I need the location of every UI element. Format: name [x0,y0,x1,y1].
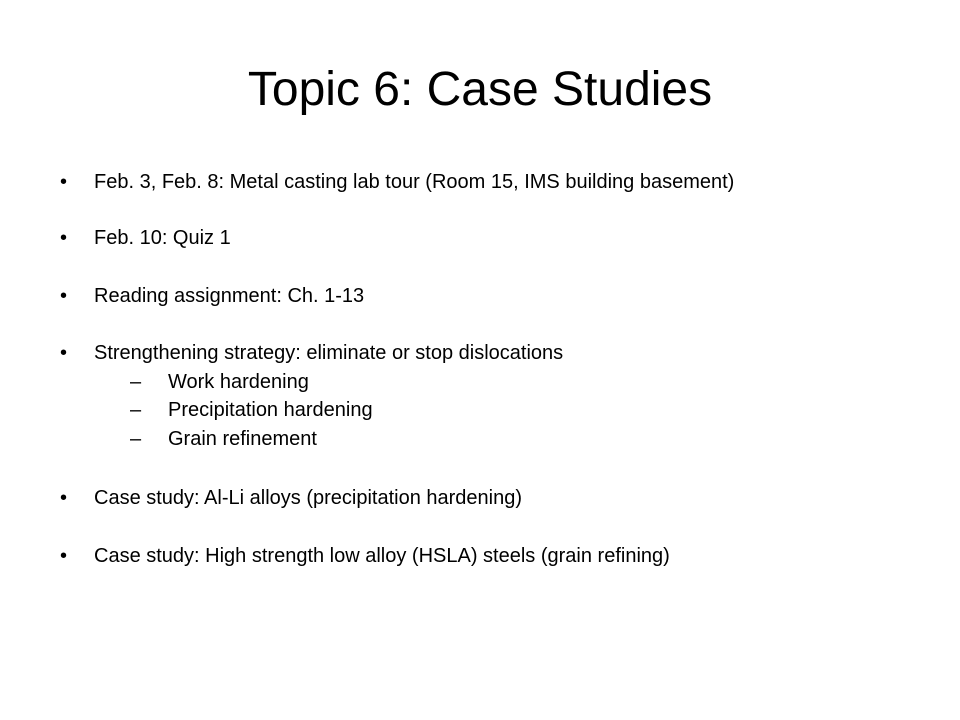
list-item-text: Feb. 10: Quiz 1 [94,227,231,249]
bullet-icon: • [60,285,68,307]
list-item-text: Case study: High strength low alloy (HSLA) steels (grain refining) [94,545,670,567]
dash-icon: – [130,428,142,450]
sub-item-text: Grain refinement [168,428,317,450]
dash-icon: – [130,399,142,421]
bullet-icon: • [60,227,68,249]
dash-icon: – [130,371,142,393]
list-item-text: Strengthening strategy: eliminate or stop dislocations [94,342,564,364]
list-item-text: Case study: Al-Li alloys (precipitation hardening) [94,487,522,509]
bullet-list [60,0,940,720]
list-item-text: Feb. 3, Feb. 8: Metal casting lab tour (Room 15, IMS building basement) [94,171,735,193]
sub-item-text: Precipitation hardening [168,399,373,421]
bullet-icon: • [60,545,68,567]
bullet-icon: • [60,171,68,193]
bullet-icon: • [60,342,68,364]
slide-title: Topic 6: Case Studies [247,63,713,116]
bullet-icon: • [60,487,68,509]
sub-item-text: Work hardening [168,371,309,393]
list-item-text: Reading assignment: Ch. 1-13 [94,285,365,307]
